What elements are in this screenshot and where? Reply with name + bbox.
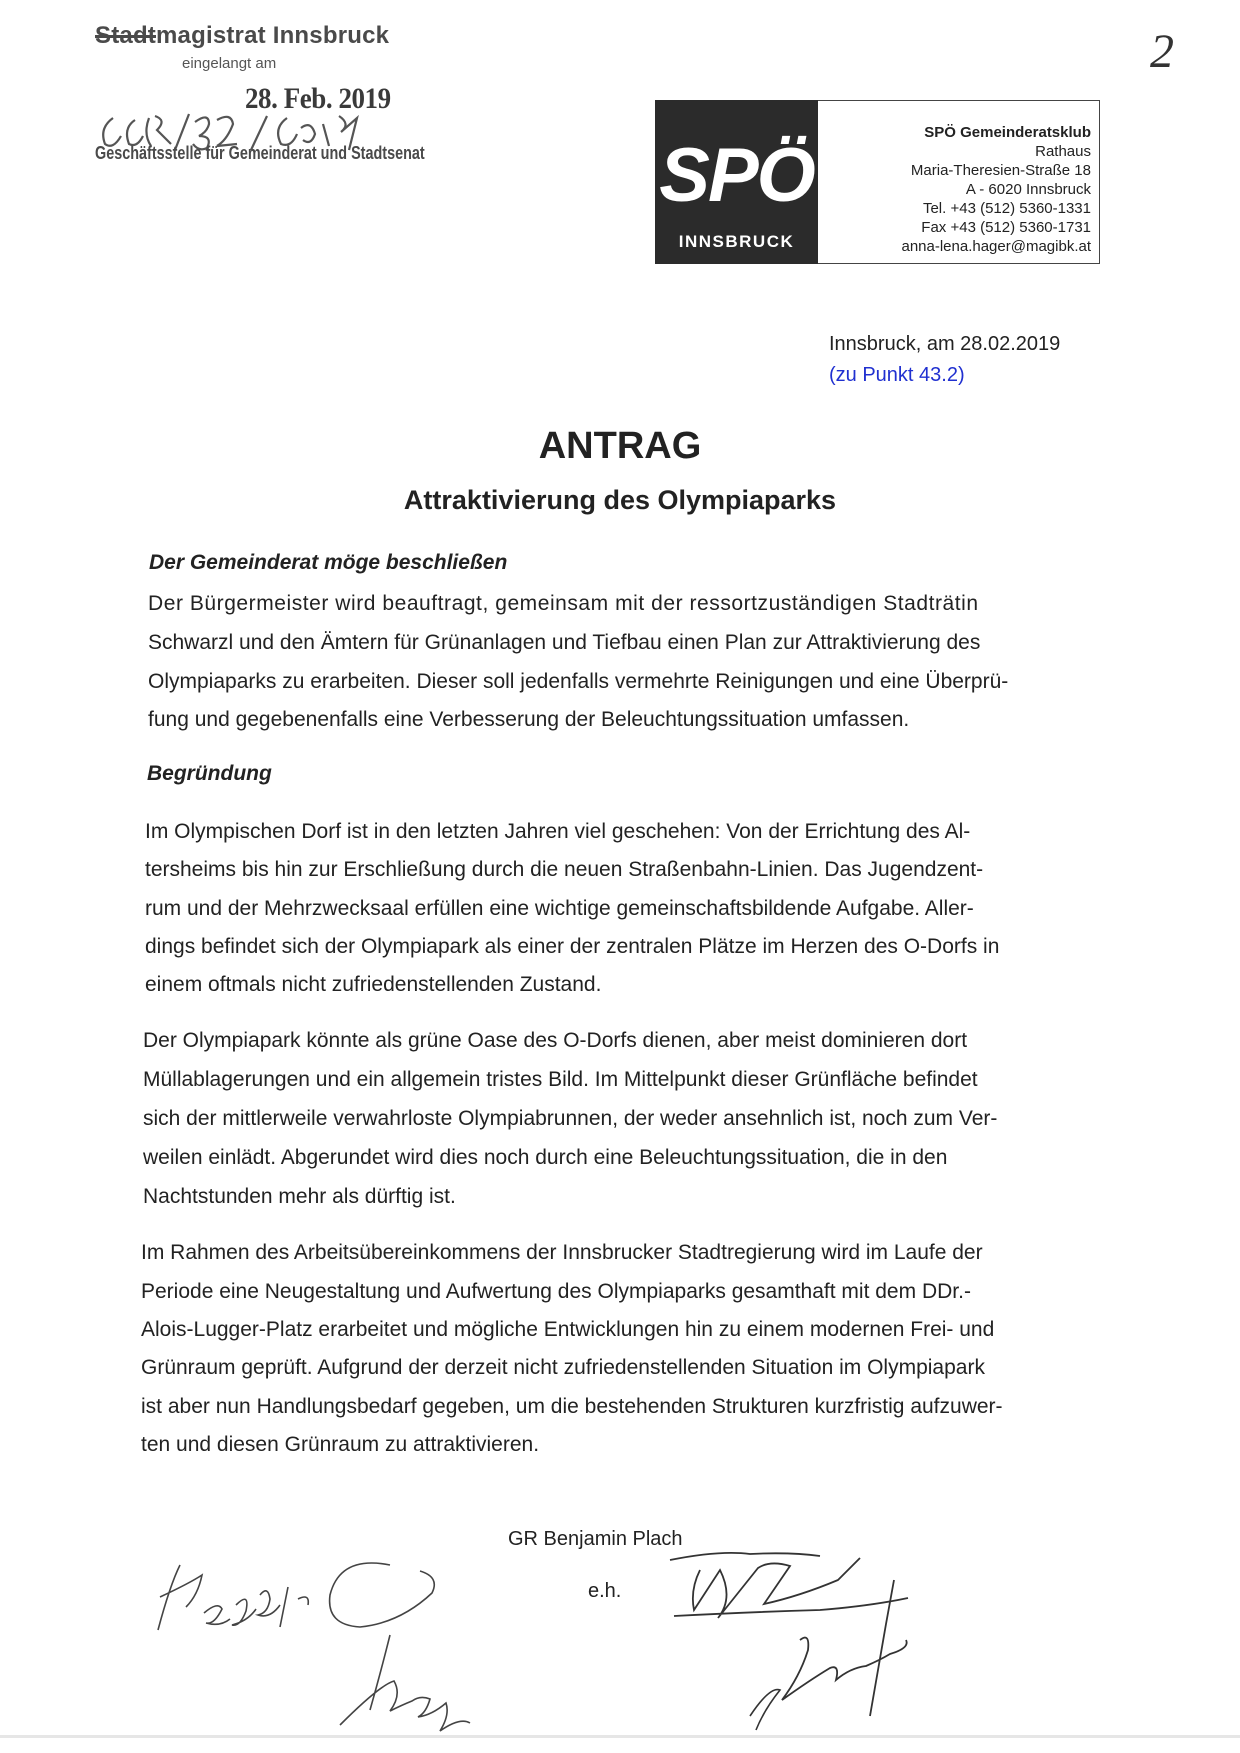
document-subtitle: Attraktivierung des Olympiaparks xyxy=(403,485,837,515)
document-title: ANTRAG xyxy=(538,425,702,467)
agenda-reference: (zu Punkt 43.2) xyxy=(829,364,965,386)
contact-box xyxy=(818,100,1100,264)
contact-building: Rathaus xyxy=(1035,143,1091,160)
signature-note: e.h. xyxy=(588,1580,622,1602)
handwritten-signature-right xyxy=(660,1540,1040,1740)
contact-fax: Fax +43 (512) 5360-1731 xyxy=(921,219,1091,236)
stamp-date: 28. Feb. 2019 xyxy=(245,82,391,115)
place-date: Innsbruck, am 28.02.2019 xyxy=(829,333,1061,355)
contact-org: SPÖ Gemeinderatsklub xyxy=(924,124,1091,141)
signer-name: GR Benjamin Plach xyxy=(508,1528,683,1550)
contact-street: Maria-Theresien-Straße 18 xyxy=(910,162,1091,179)
stamp-office-struck: Stadt xyxy=(95,22,156,49)
contact-city: A - 6020 Innsbruck xyxy=(965,181,1091,198)
page-number: 2 xyxy=(1150,25,1174,78)
stamp-office xyxy=(95,22,389,50)
contact-tel: Tel. +43 (512) 5360-1331 xyxy=(922,200,1091,217)
received-stamp xyxy=(95,22,425,163)
logo-text: SPÖ xyxy=(659,133,814,218)
justification-heading: Begründung xyxy=(147,762,272,785)
page-bottom-edge xyxy=(0,1735,1240,1738)
motion-heading: Der Gemeinderat möge beschließen xyxy=(149,551,508,574)
stamp-department: Geschäftsstelle für Gemeinderat und Stadtsenat xyxy=(95,143,425,163)
contact-lines xyxy=(901,123,1091,256)
contact-email: anna-lena.hager@magibk.at xyxy=(901,238,1091,255)
stamp-office-rest: magistrat Innsbruck xyxy=(156,22,390,49)
handwritten-signature-left xyxy=(140,1535,500,1745)
spoe-logo xyxy=(655,100,818,264)
logo-subtext: INNSBRUCK xyxy=(678,232,795,251)
stamp-received-label: eingelangt am xyxy=(182,55,277,72)
